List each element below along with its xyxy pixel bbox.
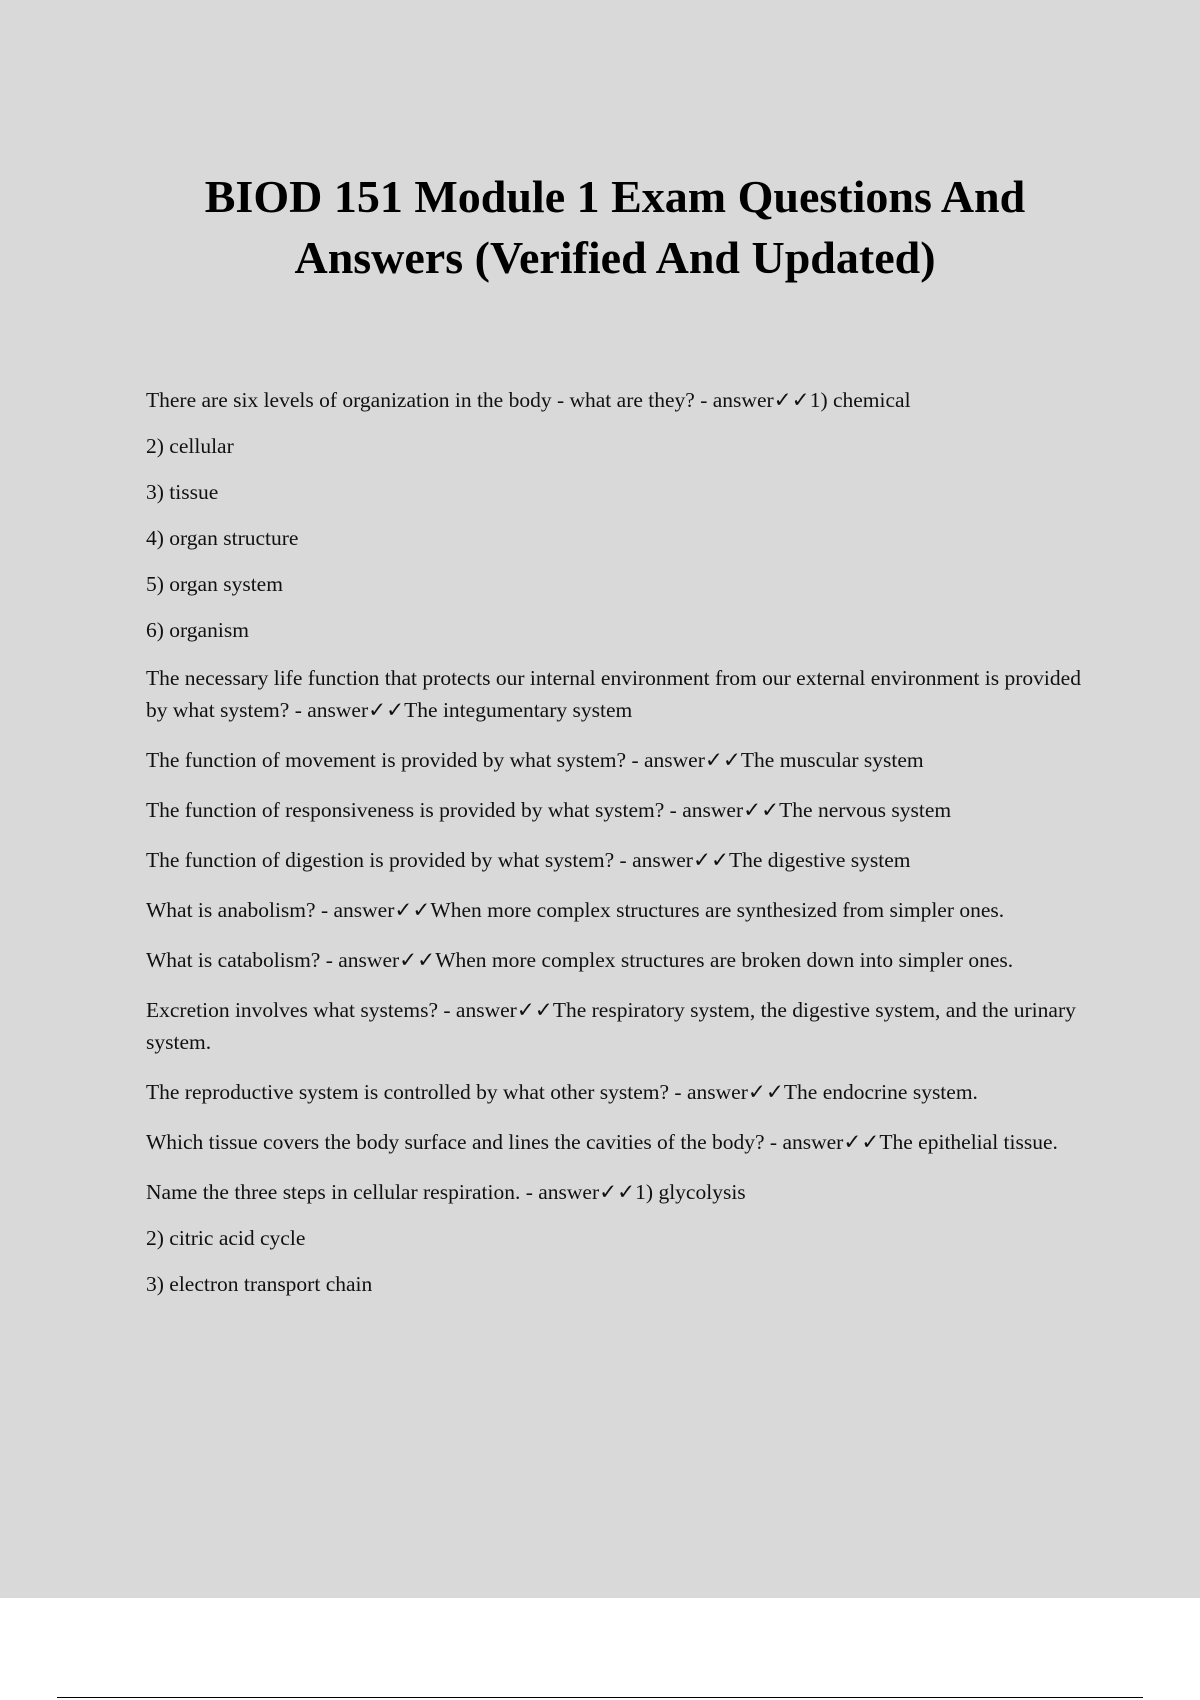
answer-marker: answer✓✓ bbox=[333, 898, 431, 922]
answer-marker: answer✓✓ bbox=[682, 798, 780, 822]
answer-text: The endocrine system. bbox=[783, 1080, 978, 1104]
question-text: What is catabolism? bbox=[146, 948, 321, 972]
qa-entry bbox=[146, 944, 1086, 976]
answer-text: When more complex structures are synthesized from simpler ones. bbox=[430, 898, 1005, 922]
separator: - bbox=[520, 1180, 539, 1204]
qa-entry bbox=[146, 1126, 1086, 1158]
question-text: The function of digestion is provided by what system? bbox=[146, 848, 615, 872]
list-item: 3) tissue bbox=[146, 480, 219, 504]
qa-entry bbox=[146, 384, 1086, 416]
separator: - bbox=[315, 898, 334, 922]
separator: - bbox=[694, 388, 713, 412]
qa-entry bbox=[146, 794, 1086, 826]
question-text: The reproductive system is controlled by what other system? bbox=[146, 1080, 670, 1104]
list-item: 5) organ system bbox=[146, 572, 283, 596]
answer-text: 1) glycolysis bbox=[635, 1180, 746, 1204]
page-title: BIOD 151 Module 1 Exam Questions And Answers (Verified And Updated) bbox=[204, 171, 1026, 283]
answer-text: The respiratory system, the digestive system, and the urinary system. bbox=[146, 998, 1076, 1054]
list-item: 4) organ structure bbox=[146, 526, 299, 550]
answer-text: The epithelial tissue. bbox=[879, 1130, 1058, 1154]
question-text: The necessary life function that protects our internal environment from our external environment is provided by what system? bbox=[146, 666, 1081, 722]
answer-marker: answer✓✓ bbox=[782, 1130, 880, 1154]
answer-marker: answer✓✓ bbox=[686, 1080, 784, 1104]
separator: - bbox=[320, 948, 339, 972]
question-text: Name the three steps in cellular respiration. bbox=[146, 1180, 521, 1204]
qa-list bbox=[146, 384, 1086, 1314]
separator: - bbox=[437, 998, 456, 1022]
separator: - bbox=[626, 748, 644, 772]
list-item: 6) organism bbox=[146, 618, 249, 642]
question-text: Excretion involves what systems? bbox=[146, 998, 438, 1022]
question-text: There are six levels of organization in the body - what are they? bbox=[146, 388, 695, 412]
answer-marker: answer✓✓ bbox=[455, 998, 553, 1022]
list-item: 2) cellular bbox=[146, 434, 234, 458]
answer-text: The nervous system bbox=[779, 798, 952, 822]
qa-entry bbox=[146, 894, 1086, 926]
answer-marker: answer✓✓ bbox=[538, 1180, 636, 1204]
question-text: The function of movement is provided by what system? bbox=[146, 748, 627, 772]
qa-entry bbox=[146, 994, 1086, 1058]
separator: - bbox=[669, 1080, 687, 1104]
question-text: Which tissue covers the body surface and lines the cavities of the body? bbox=[146, 1130, 765, 1154]
separator: - bbox=[664, 798, 683, 822]
qa-entry bbox=[146, 744, 1086, 776]
qa-entry bbox=[146, 662, 1086, 726]
qa-entry bbox=[146, 1076, 1086, 1108]
list-item: 2) citric acid cycle bbox=[146, 1226, 306, 1250]
separator: - bbox=[764, 1130, 783, 1154]
qa-entry bbox=[146, 1176, 1086, 1208]
separator: - bbox=[614, 848, 633, 872]
answer-text: The muscular system bbox=[740, 748, 924, 772]
separator: - bbox=[289, 698, 308, 722]
footer-divider bbox=[57, 1697, 1143, 1698]
answer-text: When more complex structures are broken down into simpler ones. bbox=[435, 948, 1014, 972]
question-text: The function of responsiveness is provided by what system? bbox=[146, 798, 665, 822]
question-text: What is anabolism? bbox=[146, 898, 316, 922]
qa-entry bbox=[146, 844, 1086, 876]
answer-marker: answer✓✓ bbox=[712, 388, 810, 412]
answer-marker: answer✓✓ bbox=[338, 948, 436, 972]
answer-marker: answer✓✓ bbox=[644, 748, 741, 772]
list-item: 3) electron transport chain bbox=[146, 1272, 373, 1296]
answer-marker: answer✓✓ bbox=[307, 698, 405, 722]
answer-marker: answer✓✓ bbox=[632, 848, 729, 872]
answer-text: 1) chemical bbox=[809, 388, 911, 412]
answer-text: The digestive system bbox=[728, 848, 911, 872]
answer-text: The integumentary system bbox=[404, 698, 633, 722]
